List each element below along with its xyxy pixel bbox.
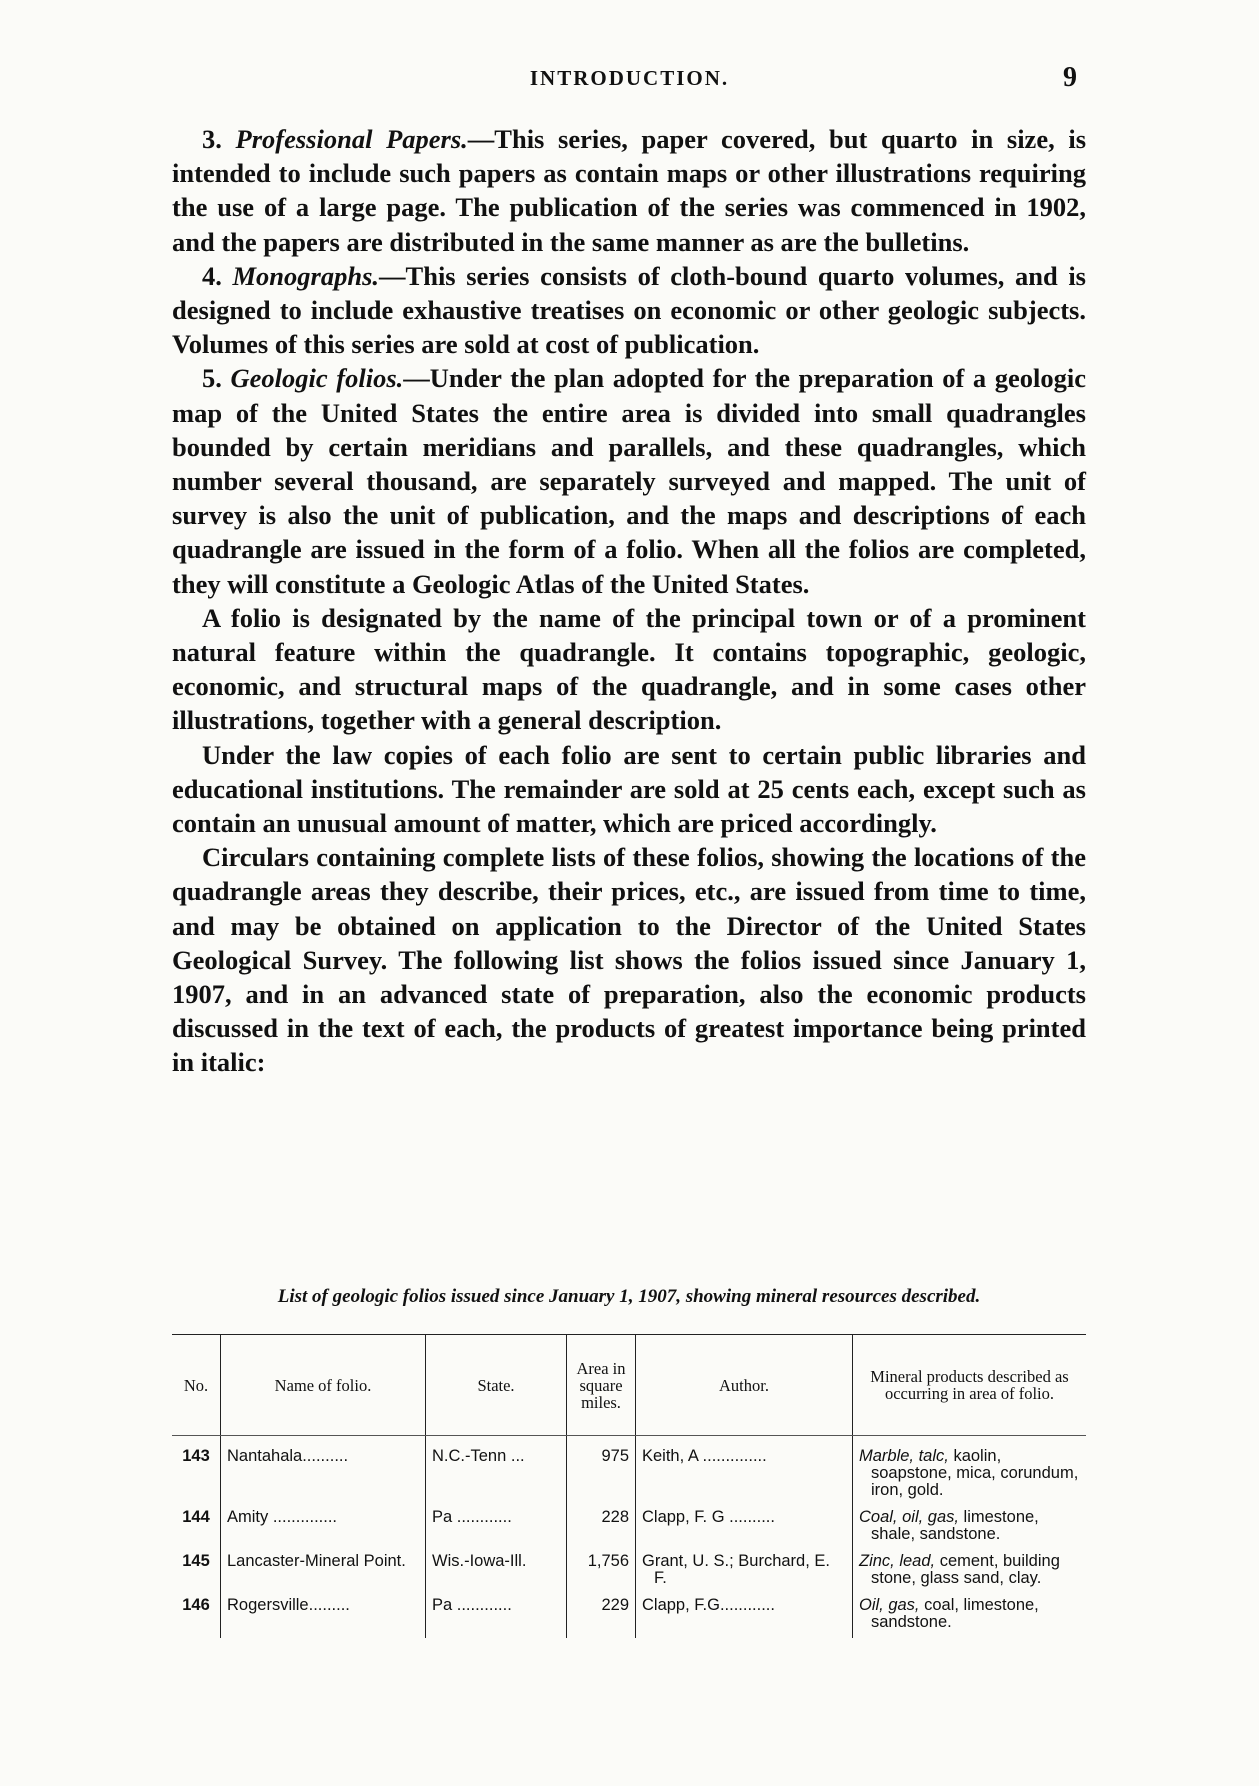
cell-author: Clapp, F.G............ bbox=[636, 1594, 853, 1638]
cell-area: 229 bbox=[567, 1594, 636, 1638]
paragraph-folio-distribution: Under the law copies of each folio are sent to certain public libraries and educational institutions. The remainder are sold at 25 cents each, except such as contain an unusual amount of matter, which are priced accordingly. bbox=[172, 739, 1086, 839]
header-minerals: Mineral products described as occurring in area of folio. bbox=[853, 1335, 1087, 1436]
header-name: Name of folio. bbox=[221, 1335, 426, 1436]
minerals-secondary: kaolin, soapstone, mica, corundum, iron, gold. bbox=[871, 1447, 1079, 1499]
cell-name: Lancaster-Mineral Point. bbox=[221, 1550, 426, 1594]
minerals-secondary: cement, building stone, glass sand, clay. bbox=[871, 1552, 1060, 1587]
cell-author: Grant, U. S.; Burchard, E. F. bbox=[636, 1550, 853, 1594]
table-row bbox=[172, 1550, 1086, 1594]
paragraph-number: 5. bbox=[202, 363, 231, 394]
header-no: No. bbox=[172, 1335, 221, 1436]
cell-minerals bbox=[853, 1550, 1087, 1594]
page-number: 9 bbox=[1063, 62, 1077, 93]
cell-state: Wis.-Iowa-Ill. bbox=[426, 1550, 567, 1594]
minerals-primary: Marble, talc, bbox=[859, 1447, 949, 1465]
cell-no: 144 bbox=[182, 1508, 210, 1526]
cell-area: 1,756 bbox=[567, 1550, 636, 1594]
paragraph-number: 3. bbox=[202, 124, 236, 154]
cell-name: Rogersville......... bbox=[221, 1594, 426, 1638]
cell-state: N.C.-Tenn ... bbox=[426, 1436, 567, 1507]
body-text bbox=[172, 122, 1086, 1080]
cell-name: Nantahala.......... bbox=[221, 1436, 426, 1507]
cell-name: Amity .............. bbox=[221, 1506, 426, 1550]
running-head: INTRODUCTION. bbox=[529, 66, 730, 90]
paragraph-number: 4. bbox=[202, 260, 233, 291]
table-row bbox=[172, 1594, 1086, 1638]
paragraph-title: Monographs. bbox=[232, 260, 380, 291]
minerals-secondary: coal, limestone, sandstone. bbox=[871, 1596, 1039, 1631]
paragraph-professional-papers bbox=[172, 122, 1086, 259]
cell-author: Keith, A .............. bbox=[636, 1436, 853, 1507]
table-row bbox=[172, 1436, 1086, 1507]
cell-minerals bbox=[853, 1506, 1087, 1550]
paragraph-text: —This series consists of cloth-bound quarto volumes, and is designed to include exhaustive treatises on economic or other geologic subjects. Volumes of this series are sold at cost of publication. bbox=[172, 260, 1086, 360]
table-row bbox=[172, 1506, 1086, 1550]
paragraph-title: Geologic folios. bbox=[230, 363, 404, 394]
cell-no: 143 bbox=[182, 1447, 210, 1465]
cell-minerals bbox=[853, 1594, 1087, 1638]
header-area: Area in square miles. bbox=[567, 1335, 636, 1436]
table-header-row bbox=[172, 1335, 1086, 1436]
cell-minerals bbox=[853, 1436, 1087, 1507]
minerals-primary: Coal, oil, gas, bbox=[859, 1508, 959, 1526]
minerals-secondary: limestone, shale, sandstone. bbox=[871, 1508, 1039, 1543]
cell-no: 145 bbox=[182, 1552, 210, 1570]
paragraph-monographs bbox=[172, 259, 1086, 362]
page-header bbox=[0, 62, 1259, 102]
table-caption: List of geologic folios issued since January 1, 1907, showing mineral resources described. bbox=[277, 1286, 981, 1307]
cell-area: 228 bbox=[567, 1506, 636, 1550]
paragraph-geologic-folios bbox=[172, 361, 1086, 600]
folios-table bbox=[172, 1334, 1086, 1638]
minerals-primary: Zinc, lead, bbox=[859, 1552, 936, 1570]
cell-no: 146 bbox=[182, 1596, 210, 1614]
header-author: Author. bbox=[636, 1335, 853, 1436]
paragraph-text: —This series, paper covered, but quarto in size, is intended to include such papers as contain maps or other illustrations requiring the use of a large page. The publication of the series was commenced in 1902, and the papers are distributed in the same manner as are the bulletins. bbox=[172, 124, 1087, 257]
header-state: State. bbox=[426, 1335, 567, 1436]
cell-state: Pa ............ bbox=[426, 1594, 567, 1638]
paragraph-folio-designation: A folio is designated by the name of the principal town or of a prominent natural feature within the quadrangle. It contains topographic, geologic, economic, and structural maps of the quadrangle, and in some cases other illustrations, together with a general description. bbox=[172, 602, 1086, 736]
paragraph-text: —Under the plan adopted for the preparation of a geologic map of the United States the entire area is divided into small quadrangles bounded by certain meridians and parallels, and these quadrangles, which number several thousand, are separately surveyed and mapped. The unit of survey is also the unit of publication, and the maps and descriptions of each quadrangle are issued in the form of a folio. When all the folios are completed, they will constitute a Geologic Atlas of the United States. bbox=[172, 363, 1087, 599]
cell-area: 975 bbox=[567, 1436, 636, 1507]
cell-state: Pa ............ bbox=[426, 1506, 567, 1550]
paragraph-title: Professional Papers. bbox=[235, 124, 468, 154]
cell-author: Clapp, F. G .......... bbox=[636, 1506, 853, 1550]
paragraph-circulars: Circulars containing complete lists of these folios, showing the locations of the quadrangle areas they describe, their prices, etc., are issued from time to time, and may be obtained on application to the Director of the United States Geological Survey. The following list shows the folios issued since January 1, 1907, and in an advanced state of preparation, also the economic products discussed in the text of each, the products of greatest importance being printed in italic: bbox=[172, 842, 1086, 1078]
minerals-primary: Oil, gas, bbox=[859, 1596, 920, 1614]
